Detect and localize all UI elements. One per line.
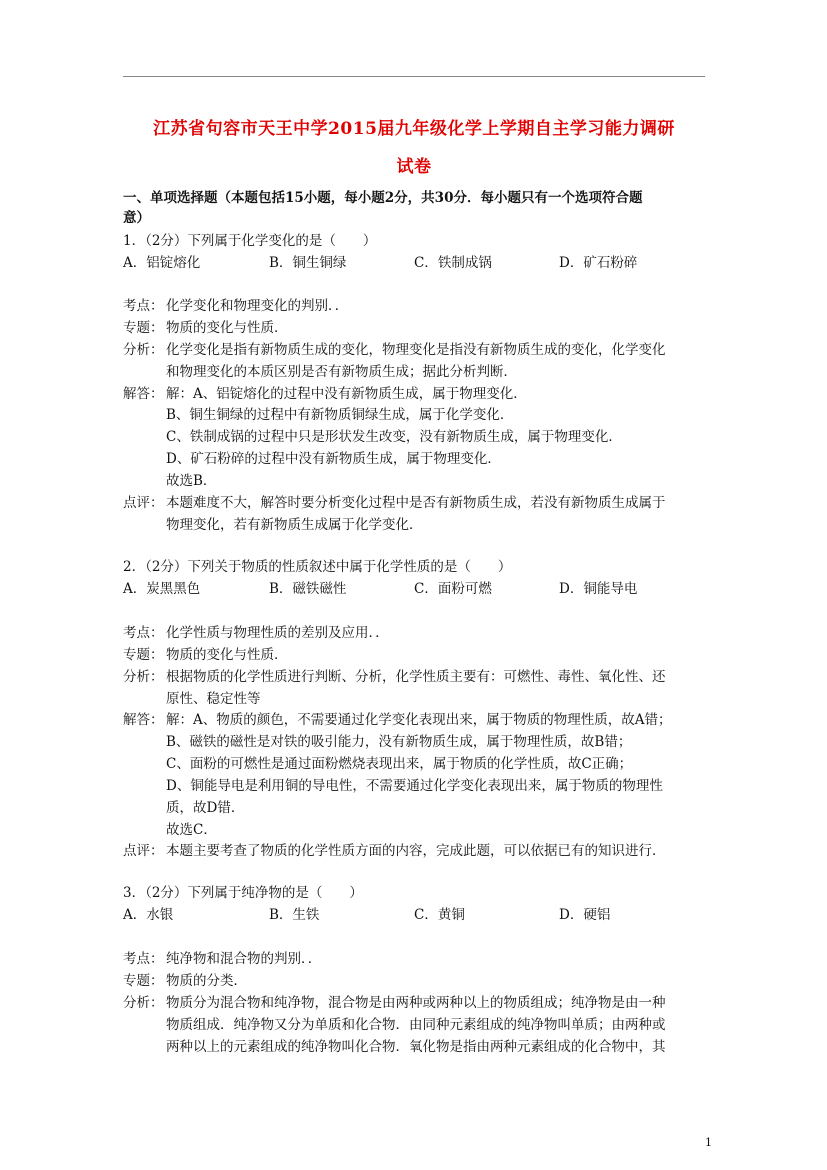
jieda-text: 解：A、物质的颜色，不需要通过化学变化表现出来，属于物质的物理性质，故A错；: [166, 712, 672, 728]
zhuanti-text: 物质的分类．: [166, 973, 247, 989]
jieda-text-c: C、铁制成锅的过程中只是形状发生改变，没有新物质生成，属于物理变化．: [166, 429, 622, 445]
kaodian-label: 考点：: [123, 625, 164, 641]
jieda-label: 解答：: [123, 386, 164, 402]
zhuanti-label: 专题：: [123, 320, 164, 336]
jieda-text: 解：A、铝锭熔化的过程中没有新物质生成，属于物理变化．: [166, 386, 527, 402]
dianping-text: 本题主要考查了物质的化学性质方面的内容，完成此题，可以依据已有的知识进行．: [166, 843, 666, 859]
jieda-text-b: B、磁铁的磁性是对铁的吸引能力，没有新物质生成，属于物理性质，故B错；: [166, 734, 632, 750]
option-b: B．磁铁磁性: [269, 581, 347, 597]
header-rule: [123, 76, 705, 77]
kaodian-label: 考点：: [123, 951, 164, 967]
option-b: B．铜生铜绿: [269, 255, 347, 271]
document-title-line-2: 试卷: [396, 157, 432, 177]
fenxi-text-cont-2: 两种以上的元素组成的纯净物叫化合物．氧化物是指由两种元素组成的化合物中，其: [166, 1039, 666, 1055]
kaodian-text: 化学变化和物理变化的判别．．: [166, 298, 349, 314]
question-1-options: [123, 253, 713, 273]
option-a: A．水银: [123, 907, 174, 923]
answer-choice: 故选C．: [166, 822, 217, 838]
jieda-text-c: C、面粉的可燃性是通过面粉燃烧表现出来，属于物质的化学性质，故C正确；: [166, 756, 633, 772]
jieda-label: 解答：: [123, 712, 164, 728]
document-title-line-1: 江苏省句容市天王中学2015届九年级化学上学期自主学习能力调研: [153, 119, 675, 139]
dianping-text-cont: 物理变化，若有新物质生成属于化学变化．: [166, 517, 423, 533]
section-heading-line-2: 意）: [123, 210, 150, 226]
jieda-text-b: B、铜生铜绿的过程中有新物质铜绿生成，属于化学变化．: [166, 407, 514, 423]
question-1-stem: 1．（2分）下列属于化学变化的是（ ）: [123, 233, 377, 249]
section-heading-line-1: 一、单项选择题（本题包括15小题，每小题2分，共30分．每小题只有一个选项符合题: [123, 190, 643, 206]
fenxi-label: 分析：: [123, 995, 164, 1011]
fenxi-text: 物质分为混合物和纯净物，混合物是由两种或两种以上的物质组成；纯净物是由一种: [166, 995, 666, 1011]
option-c: C．铁制成锅: [414, 255, 492, 271]
zhuanti-label: 专题：: [123, 973, 164, 989]
kaodian-text: 纯净物和混合物的判别．．: [166, 951, 322, 967]
question-3-options: [123, 905, 713, 925]
zhuanti-label: 专题：: [123, 647, 164, 663]
fenxi-text-cont: 原性、稳定性等: [166, 691, 261, 707]
zhuanti-text: 物质的变化与性质．: [166, 647, 288, 663]
dianping-label: 点评：: [123, 495, 164, 511]
page-number: 1: [705, 1136, 712, 1149]
fenxi-text: 化学变化是指有新物质生成的变化，物理变化是指没有新物质生成的变化，化学变化: [166, 342, 666, 358]
dianping-label: 点评：: [123, 843, 164, 859]
fenxi-label: 分析：: [123, 669, 164, 685]
option-c: C．面粉可燃: [414, 581, 492, 597]
fenxi-label: 分析：: [123, 342, 164, 358]
question-2-options: [123, 579, 713, 599]
zhuanti-text: 物质的变化与性质．: [166, 320, 288, 336]
fenxi-text: 根据物质的化学性质进行判断、分析，化学性质主要有：可燃性、毒性、氧化性、还: [166, 669, 666, 685]
jieda-text-d: D、矿石粉碎的过程中没有新物质生成，属于物理变化．: [166, 451, 501, 467]
fenxi-text-cont: 和物理变化的本质区别是否有新物质生成；据此分析判断．: [166, 364, 517, 380]
question-3-stem: 3．（2分）下列属于纯净物的是（ ）: [123, 885, 363, 901]
option-d: D．铜能导电: [559, 581, 638, 597]
jieda-text-d-cont: 质，故D错．: [166, 800, 245, 816]
option-d: D．矿石粉碎: [559, 255, 638, 271]
option-d: D．硬铝: [559, 907, 611, 923]
question-2-stem: 2．（2分）下列关于物质的性质叙述中属于化学性质的是（ ）: [123, 559, 512, 575]
option-b: B．生铁: [269, 907, 320, 923]
answer-choice: 故选B．: [166, 473, 217, 489]
kaodian-label: 考点：: [123, 298, 164, 314]
option-a: A．炭黑黑色: [123, 581, 201, 597]
option-c: C．黄铜: [414, 907, 465, 923]
dianping-text: 本题难度不大，解答时要分析变化过程中是否有新物质生成，若没有新物质生成属于: [166, 495, 666, 511]
fenxi-text-cont: 物质组成．纯净物又分为单质和化合物．由同种元素组成的纯净物叫单质；由两种或: [166, 1017, 666, 1033]
kaodian-text: 化学性质与物理性质的差别及应用．．: [166, 625, 389, 641]
option-a: A．铝锭熔化: [123, 255, 201, 271]
jieda-text-d: D、铜能导电是利用铜的导电性，不需要通过化学变化表现出来，属于物质的物理性: [166, 778, 663, 794]
